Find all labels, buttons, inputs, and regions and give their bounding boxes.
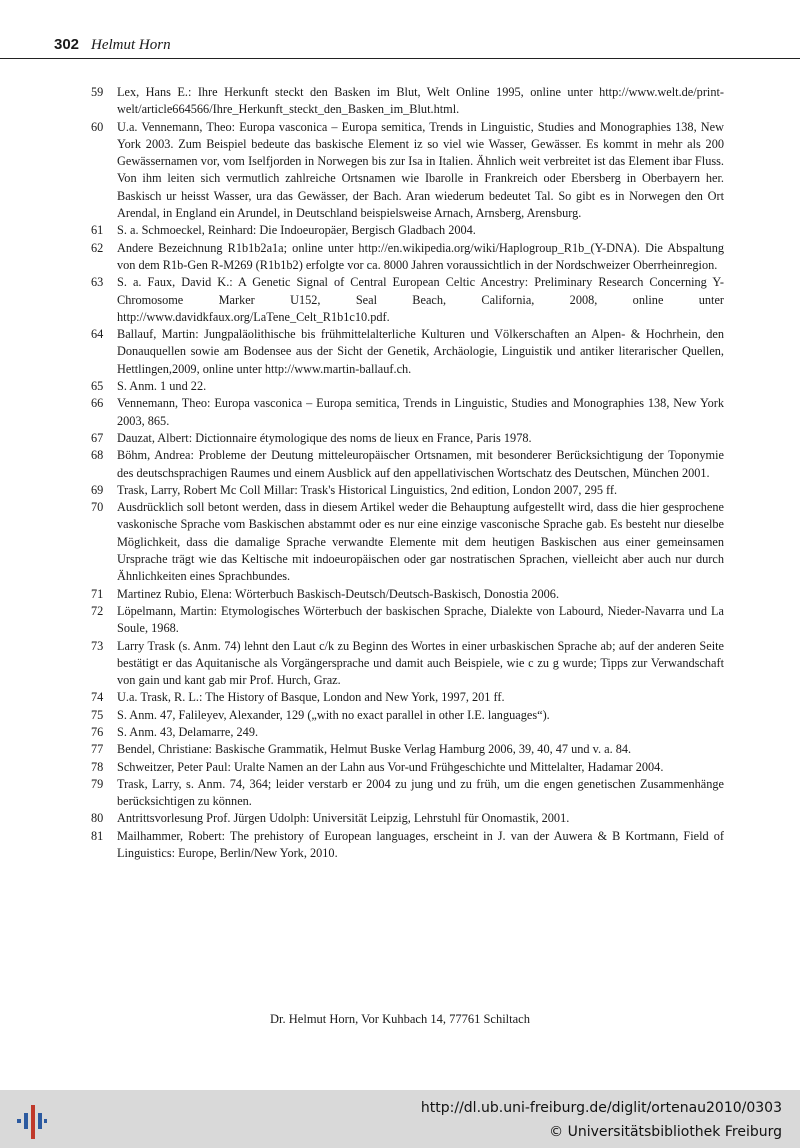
- endnote-number: 65: [91, 379, 104, 394]
- endnote-text: Antrittsvorlesung Prof. Jürgen Udolph: Universität Leipzig, Lehrstuhl für Onomastik, 2001.: [117, 811, 570, 826]
- endnote: [91, 274, 724, 326]
- endnote-number: 79: [91, 776, 104, 791]
- endnote-number: 66: [91, 396, 104, 411]
- endnote-text: U.a. Trask, R. L.: The History of Basque, London and New York, 1997, 201 ff.: [117, 690, 505, 705]
- endnote-text: Larry Trask (s. Anm. 74) lehnt den Laut c/k zu Beginn des Wortes in einer urbaskischen Sprache ab; auf der anderen Seite bestätigt er das Aquitanische als Vorgängersprache und damit auch Beispiele, wie c zu g wurde; Tipps zur Verwandschaft von gain und kant gab mir Prof. Hurch, Graz.: [117, 638, 724, 688]
- endnote-text: Lex, Hans E.: Ihre Herkunft steckt den Basken im Blut, Welt Online 1995, online unter http://www.welt.de/print-welt/article664566/Ihre_Herkunft_steckt_den_Basken_im_Blut.html.: [117, 85, 724, 117]
- endnote-number: 64: [91, 327, 104, 342]
- endnote-text: Löpelmann, Martin: Etymologisches Wörterbuch der baskischen Sprache, Dialekte von Labourd, Nieder-Navarra und La Soule, 1968.: [117, 603, 724, 636]
- endnote-text: U.a. Vennemann, Theo: Europa vasconica – Europa semitica, Trends in Linguistic, Studies and Monographies 138, New York 2003. Zum Beispiel bedeute das baskische Element iz so viel wie Wasser, Gewässer. Es kommt in mehr als 200 Gewässernamen vor, vom Iselfjorden in Norwegen bis zur Isa in Italien. Ähnlich weit verbreitet ist das Element ibar Fluss. Von ihm leiten sich vermutlich zahlreiche Ortsnamen wie Ibarolle in Frankreich oder Ebersberg in Oberbayern her. Baskisch ur heisst Wasser, ura das Gewässer, der Bach. Aran wiederum bedeutet Tal. So gibt es in Norwegen den Ort Arendal, in England ein Arundel, in Deutschland beispielsweise Arnach, Arnsberg, Arensburg.: [117, 119, 724, 221]
- endnote-text: S. Anm. 43, Delamarre, 249.: [117, 724, 259, 739]
- endnote: [91, 326, 724, 378]
- endnote-number: 81: [91, 828, 104, 843]
- endnote-number: 59: [91, 85, 104, 99]
- endnote-number: 63: [91, 275, 104, 290]
- footer-url-link[interactable]: http://dl.ub.uni-freiburg.de/diglit/ortenau2010/0303: [420, 1100, 782, 1116]
- endnote: [91, 378, 724, 395]
- endnote-number: 76: [91, 724, 104, 739]
- endnote-text: S. Anm. 47, Falileyev, Alexander, 129 („with no exact parallel in other I.E. languages“).: [117, 707, 550, 722]
- endnote: [91, 638, 724, 690]
- endnote-number: 71: [91, 586, 104, 601]
- endnote-text: Vennemann, Theo: Europa vasconica – Europa semitica, Trends in Linguistic, Studies and Monographies 138, New York 2003, 865.: [117, 396, 724, 428]
- endnote-number: 78: [91, 759, 104, 774]
- endnote-text: S. a. Schmoeckel, Reinhard: Die Indoeuropäer, Bergisch Gladbach 2004.: [117, 223, 476, 238]
- endnote-number: 72: [91, 603, 104, 618]
- endnote: [91, 707, 724, 724]
- endnote: [91, 689, 724, 706]
- endnote-text: Ausdrücklich soll betont werden, dass in diesem Artikel weder die Behauptung aufgestellt wird, dass die hier gesprochene vaskonische Sprache vom Baskischen abstammt oder es nur eine einzige vasconische Sprache gab. Es besteht nur dieselbe Möglichkeit, dass die damalige Sprache verwandte Elemente mit dem heutigen Baskischen aus einer gemeinsamen Ursprache trägt wie das Keltische mit indoeuropäischen oder gar nostratischen Sprachen, vielleicht aber auch nur durch Ähnlichkeiten eines Sprachbundes.: [117, 500, 724, 584]
- endnote: [91, 603, 724, 638]
- endnote: [91, 741, 724, 758]
- endnote-text: Martinez Rubio, Elena: Wörterbuch Baskisch-Deutsch/Deutsch-Baskisch, Donostia 2006.: [117, 586, 560, 601]
- endnote-number: 62: [91, 240, 104, 255]
- endnote-text: Trask, Larry, s. Anm. 74, 364; leider verstarb er 2004 zu jung und zu früh, um die engen genetischen Zusammenhänge berücksichtigen zu können.: [117, 776, 724, 809]
- endnote: [91, 84, 724, 119]
- endnote-text: Bendel, Christiane: Baskische Grammatik, Helmut Buske Verlag Hamburg 2006, 39, 40, 47 und v. a. 84.: [117, 742, 632, 757]
- endnote-number: 70: [91, 500, 104, 515]
- endnotes-list: [91, 84, 724, 862]
- page-number: 302: [54, 36, 80, 53]
- endnote-number: 61: [91, 223, 104, 238]
- endnote: [91, 222, 724, 239]
- endnote-text: Mailhammer, Robert: The prehistory of European languages, erscheint in J. van der Auwera & B Kortmann, Field of Linguistics: Europe, Berlin/New York, 2010.: [117, 828, 724, 861]
- author-address: Dr. Helmut Horn, Vor Kuhbach 14, 77761 Schiltach: [270, 1012, 530, 1026]
- endnote: [91, 240, 724, 275]
- endnote-number: 74: [91, 690, 104, 705]
- endnote: [91, 828, 724, 863]
- endnote: [91, 724, 724, 741]
- endnote: [91, 776, 724, 811]
- endnote: [91, 499, 724, 585]
- endnote-number: 68: [91, 448, 104, 463]
- running-head-author: Helmut Horn: [91, 37, 171, 53]
- endnote-number: 67: [91, 430, 104, 445]
- endnote-number: 77: [91, 742, 104, 757]
- endnote-text: Trask, Larry, Robert Mc Coll Millar: Trask's Historical Linguistics, 2nd edition, London 2007, 295 ff.: [117, 482, 618, 497]
- endnote-text: S. Anm. 1 und 22.: [117, 379, 207, 394]
- endnote-text: Ballauf, Martin: Jungpaläolithische bis frühmittelalterliche Kulturen und Völkerschaften an Alpen- & Hochrhein, den Donauquellen sowie am Bodensee aus der Sicht der Genetik, Archäologie, Linguistik und antiker literarischer Quellen, Hettlingen,2009, online unter http://www.martin-ballauf.ch.: [117, 327, 724, 376]
- endnote-text: S. a. Faux, David K.: A Genetic Signal of Central European Celtic Ancestry: Preliminary Research Concerning Y-Chromosome Marker U152, Seal Beach, California, 2008, online unter http://www.davidkfaux.org/LaTene_Celt_R1b1c10.pdf.: [117, 275, 724, 324]
- endnote-text: Dauzat, Albert: Dictionnaire étymologique des noms de lieux en France, Paris 1978.: [117, 430, 532, 445]
- footer-copyright: © Universitätsbibliothek Freiburg: [549, 1124, 782, 1140]
- endnote: [91, 586, 724, 603]
- endnote-number: 80: [91, 811, 104, 826]
- endnote: [91, 447, 724, 482]
- endnote: [91, 482, 724, 499]
- endnote-number: 75: [91, 707, 104, 722]
- page-header: [0, 0, 800, 59]
- endnote-number: 73: [91, 638, 104, 653]
- endnote: [91, 119, 724, 223]
- endnote: [91, 430, 724, 447]
- endnote: [91, 395, 724, 430]
- endnote-number: 69: [91, 482, 104, 497]
- endnote-number: 60: [91, 119, 104, 134]
- endnote: [91, 810, 724, 827]
- library-logo-icon: [14, 1099, 48, 1143]
- endnote-text: Andere Bezeichnung R1b1b2a1a; online unter http://en.wikipedia.org/wiki/Haplogroup_R1b_(Y-DNA). Die Abspaltung von dem R1b-Gen R-M269 (R1b1b2) erfolgte vor ca. 8000 Jahren voraussichtlich in der Nordschweizer Oberrheinregion.: [117, 240, 724, 272]
- endnote-text: Böhm, Andrea: Probleme der Deutung mitteleuropäischer Ortsnamen, mit besonderer Berücksichtigung der Toponymie des deutschsprachigen Raumes und einem Ausblick auf den appellativischen Wortschatz des Deutschen, München 2001.: [117, 448, 724, 480]
- endnote: [91, 759, 724, 776]
- endnote-text: Schweitzer, Peter Paul: Uralte Namen an der Lahn aus Vor-und Frühgeschichte und Mittelalter, Hadamar 2004.: [117, 759, 664, 774]
